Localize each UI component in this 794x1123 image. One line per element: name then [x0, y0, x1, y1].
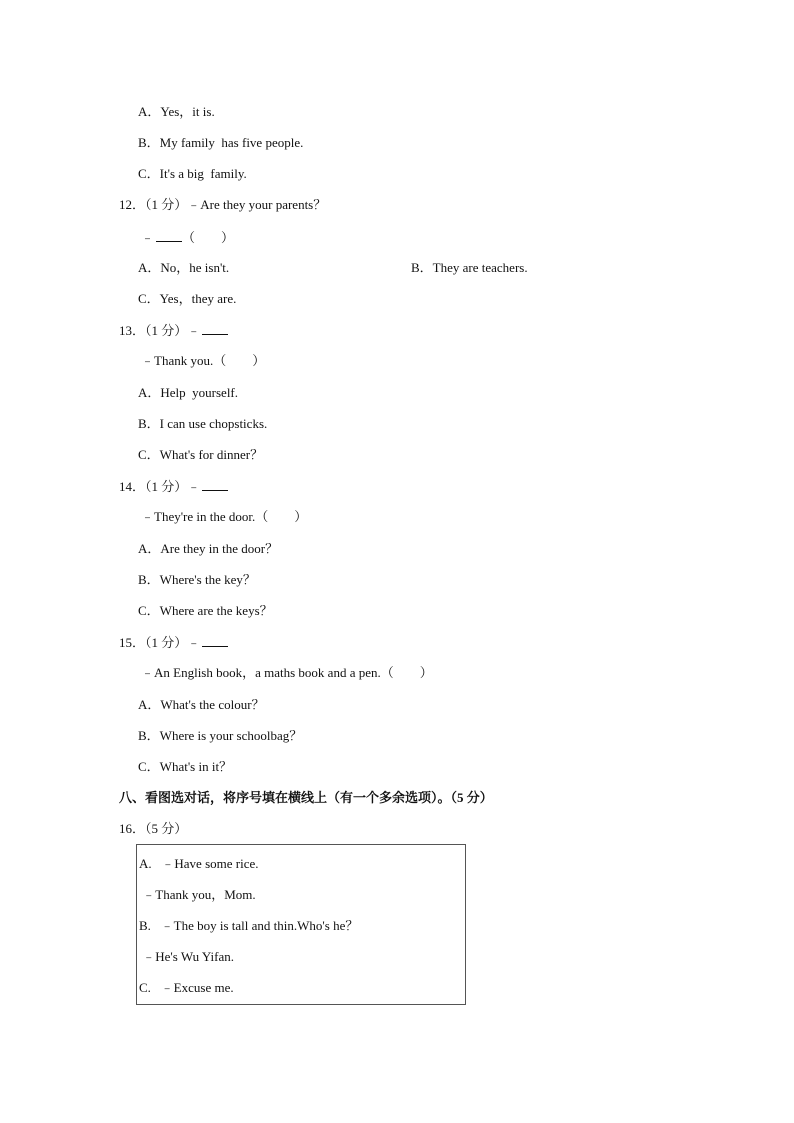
q12-option-c: C．Yes，they are.	[138, 291, 237, 306]
q11-option-b: B．My family has five people.	[138, 135, 304, 150]
q15-stem	[119, 634, 228, 651]
q15-stem-text: 15．（1 分）﹣	[119, 635, 201, 650]
dialogue-option-a-line2: ﹣Thank you，Mom.	[139, 887, 256, 902]
q13-stem	[119, 322, 228, 339]
q12-response	[141, 229, 234, 246]
q14-stem	[119, 478, 228, 495]
q15-response: ﹣An English book，a maths book and a pen.（ ）	[141, 665, 433, 680]
q15-answer-blank	[202, 634, 228, 647]
q12-option-a: A．No，he isn't.	[138, 260, 230, 275]
q12-answer-blank	[156, 229, 182, 242]
dialogue-option-c-line1: C. ﹣Excuse me.	[139, 980, 234, 995]
dialogue-option-b-line1: B. ﹣The boy is tall and thin.Who's he？	[139, 918, 359, 933]
q15-option-c: C．What's in it？	[138, 759, 233, 774]
section-8-heading: 八、看图选对话，将序号填在横线上（有一个多余选项）。（5 分）	[119, 790, 493, 805]
q16-stem: 16．（5 分）	[119, 821, 188, 836]
q12-option-b: B．They are teachers.	[411, 260, 528, 275]
q13-option-c: C．What's for dinner？	[138, 447, 264, 462]
q13-option-b: B．I can use chopsticks.	[138, 416, 268, 431]
q15-option-a: A．What's the colour？	[138, 697, 265, 712]
q15-option-b: B．Where is your schoolbag？	[138, 728, 303, 743]
q12-response-suffix: （ ）	[182, 230, 235, 245]
q14-response: ﹣They're in the door.（ ）	[141, 509, 308, 524]
dialogue-options-box	[136, 844, 466, 1005]
q14-option-a: A．Are they in the door？	[138, 541, 279, 556]
q13-stem-text: 13．（1 分）﹣	[119, 323, 201, 338]
q13-response: ﹣Thank you.（ ）	[141, 353, 266, 368]
q13-answer-blank	[202, 322, 228, 335]
q14-option-c: C．Where are the keys？	[138, 603, 273, 618]
q11-option-c: C．It's a big family.	[138, 166, 247, 181]
dialogue-option-a-line1: A. ﹣Have some rice.	[139, 856, 259, 871]
q13-option-a: A．Help yourself.	[138, 385, 239, 400]
q14-answer-blank	[202, 478, 228, 491]
q14-stem-text: 14．（1 分）﹣	[119, 479, 201, 494]
q12-stem: 12．（1 分）﹣Are they your parents？	[119, 197, 327, 212]
q12-response-prefix: ﹣	[141, 230, 155, 245]
dialogue-option-b-line2: ﹣He's Wu Yifan.	[139, 949, 234, 964]
q11-option-a: A．Yes，it is.	[138, 104, 215, 119]
q14-option-b: B．Where's the key？	[138, 572, 256, 587]
